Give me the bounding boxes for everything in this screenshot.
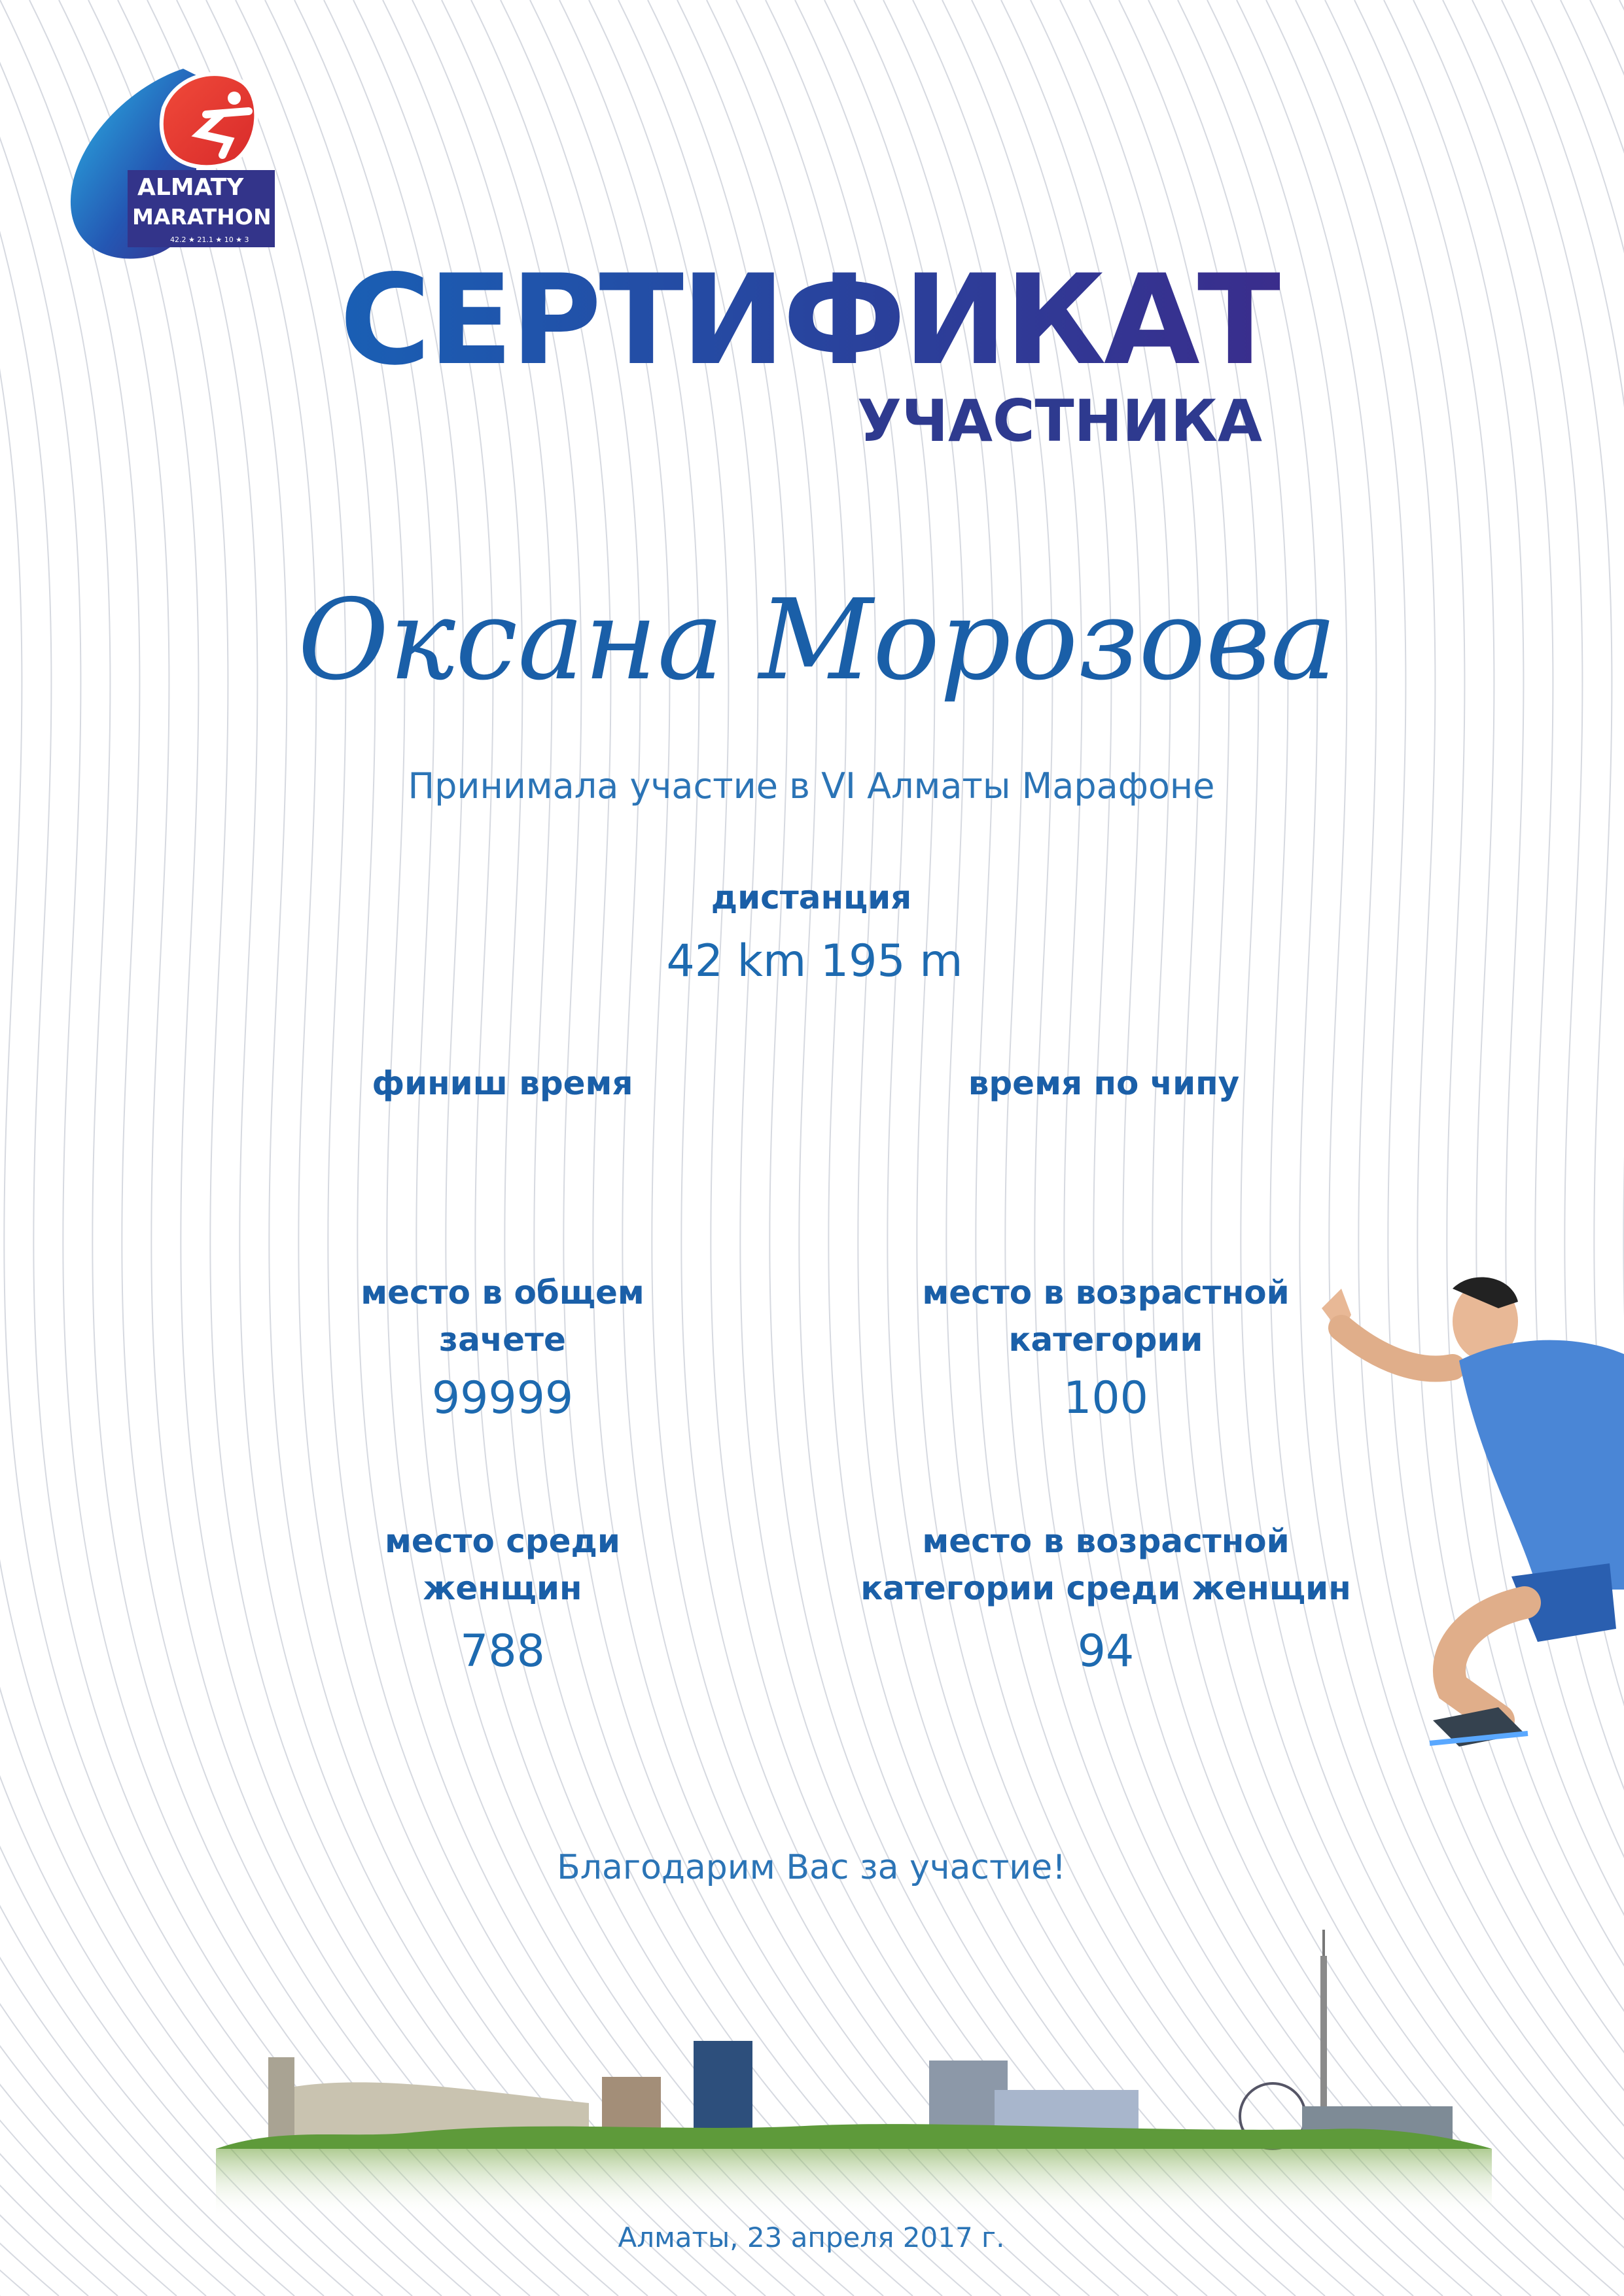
background-line — [0, 0, 177, 2296]
certificate-title: СЕРТИФИКАТ — [340, 248, 1280, 392]
age-place-value: 100 — [1063, 1372, 1148, 1424]
women-place-value: 788 — [460, 1626, 545, 1677]
thanks-text: Благодарим Вас за участие! — [557, 1848, 1066, 1887]
logo-text-almaty: ALMATY — [137, 174, 244, 201]
age-women-place-label-line2: категории среди женщин — [860, 1569, 1351, 1607]
date-location: Алматы, 23 апреля 2017 г. — [618, 2221, 1005, 2253]
women-place-label-line1: место среди — [385, 1522, 620, 1560]
age-women-place-label-line1: место в возрастной — [922, 1522, 1290, 1560]
background-line — [0, 0, 59, 2296]
women-place-label-line2: женщин — [423, 1569, 582, 1607]
overall-place-label-line1: место в общем — [361, 1274, 644, 1312]
background-line — [1502, 0, 1624, 2296]
background-line — [1472, 0, 1624, 2296]
runner-image — [1302, 1262, 1624, 1799]
age-place-label-line1: место в возрастной — [922, 1274, 1290, 1312]
finish-time-label: финиш время — [372, 1064, 633, 1102]
logo-distances: 42.2 ★ 21.1 ★ 10 ★ 3 — [170, 235, 249, 244]
overall-place-value: 99999 — [431, 1372, 574, 1424]
age-women-place-value: 94 — [1077, 1626, 1135, 1677]
background-line — [1619, 0, 1624, 2296]
participant-name: Оксана Морозова — [298, 576, 1337, 705]
background-line — [1531, 0, 1624, 2296]
city-skyline-image — [216, 1930, 1492, 2218]
background-line — [0, 0, 206, 2296]
chip-time-label: время по чипу — [968, 1064, 1240, 1102]
women-place-label — [385, 1518, 620, 1612]
age-women-place-label — [860, 1518, 1351, 1612]
almaty-marathon-logo — [65, 62, 281, 265]
logo-text-marathon: MARATHON — [132, 204, 272, 230]
overall-place-label — [361, 1269, 644, 1363]
background-line — [0, 0, 118, 2296]
participation-text: Принимала участие в VI Алматы Марафоне — [408, 765, 1215, 807]
distance-value: 42 km 195 m — [666, 935, 963, 987]
overall-place-label-line2: зачете — [439, 1321, 566, 1359]
age-place-label — [922, 1269, 1289, 1363]
background-line — [0, 0, 88, 2296]
background-line — [0, 0, 147, 2296]
certificate-subtitle: УЧАСТНИКА — [856, 387, 1262, 455]
age-place-label-line2: категории — [1008, 1321, 1203, 1359]
distance-label: дистанция — [711, 878, 912, 916]
